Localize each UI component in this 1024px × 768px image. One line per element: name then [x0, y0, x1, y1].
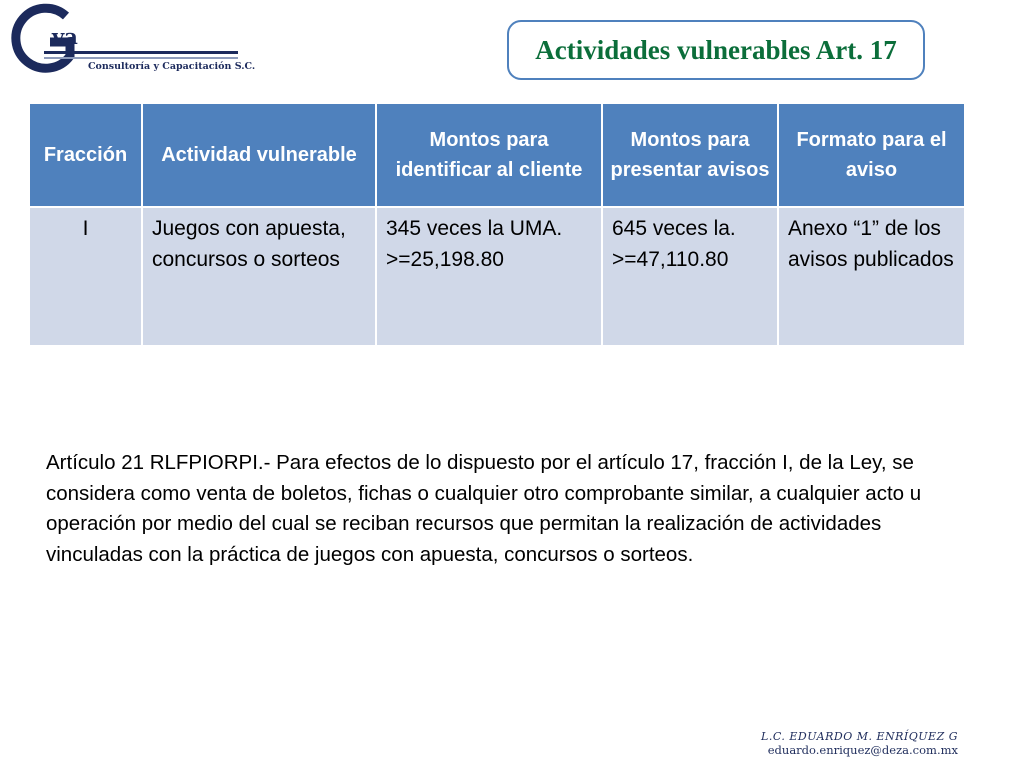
cell-formato: Anexo “1” de los avisos publicados — [778, 207, 965, 346]
title-box — [507, 20, 925, 80]
table-row — [29, 207, 965, 346]
table-header-row — [29, 103, 965, 207]
header-fraccion: Fracción — [29, 103, 142, 207]
activities-table — [28, 102, 966, 347]
cell-montos-presentar: 645 veces la. >=47,110.80 — [602, 207, 778, 346]
logo-company-name: Consultoría y Capacitación S.C. — [88, 61, 256, 72]
header-montos-identificar: Montos para identificar al cliente — [376, 103, 602, 207]
page-title: Actividades vulnerables Art. 17 — [535, 34, 897, 65]
header-formato: Formato para el aviso — [778, 103, 965, 207]
header-actividad: Actividad vulnerable — [142, 103, 376, 207]
footer-name: L.C. EDUARDO M. ENRÍQUEZ G — [761, 730, 958, 743]
cell-actividad: Juegos con apuesta, concursos o sorteos — [142, 207, 376, 346]
footer-email: eduardo.enriquez@deza.com.mx — [767, 743, 958, 757]
header-montos-presentar: Montos para presentar avisos — [602, 103, 778, 207]
footer-signature — [761, 730, 958, 757]
company-logo — [4, 2, 254, 80]
cell-montos-identificar: 345 veces la UMA. >=25,198.80 — [376, 207, 602, 346]
article-paragraph: Artículo 21 RLFPIORPI.- Para efectos de lo dispuesto por el artículo 17, fracción I, de la Ley, se considera como venta de boletos, fichas o cualquier otro comprobante similar, a cualquier acto u operación por medio del cual se reciban recursos que permitan la realización de actividades vinculadas con la práctica de juegos con apuesta, concursos o sorteos. — [46, 451, 922, 566]
logo-letters: va — [52, 24, 78, 49]
cell-fraccion: I — [29, 207, 142, 346]
